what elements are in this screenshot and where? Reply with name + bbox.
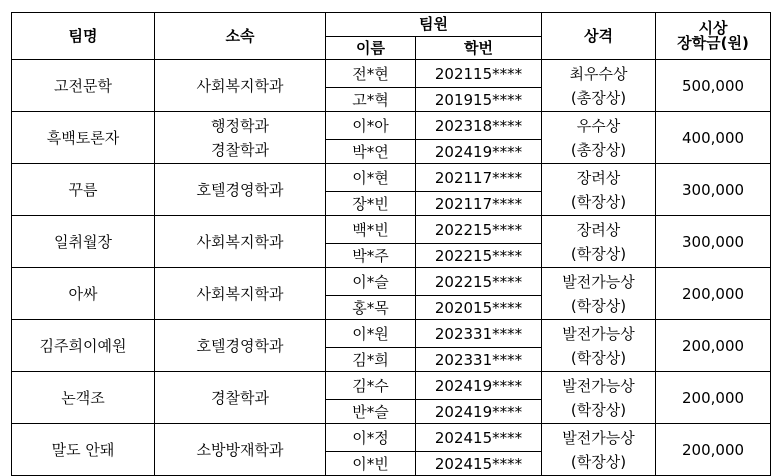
student-id-cell: 201915**** [416, 88, 542, 112]
student-id-cell: 202115**** [416, 60, 542, 88]
affiliation-line: 사회복지학과 [196, 233, 284, 251]
affiliation-line: 경찰학과 [211, 140, 269, 159]
award-line: 발전가능상 [562, 376, 635, 395]
affiliation-cell [155, 320, 326, 372]
team-name-cell: 일취월장 [12, 216, 155, 268]
award-line: 장려상 [576, 168, 621, 187]
header-row-1 [12, 13, 771, 37]
student-id-cell: 202415**** [416, 424, 542, 452]
award-line: (총장상) [570, 140, 627, 159]
team-name-cell: 논객조 [12, 372, 155, 424]
team-name-cell: 흑백토론자 [12, 112, 155, 164]
team-row [12, 164, 771, 192]
prize-header-line1: 시상 [698, 19, 728, 37]
team-name-cell: 꾸름 [12, 164, 155, 216]
member-name-cell: 박*연 [326, 140, 416, 164]
prize-cell: 200,000 [656, 424, 771, 476]
member-name-cell: 이*정 [326, 424, 416, 452]
team-name-cell: 말도 안돼 [12, 424, 155, 476]
affiliation-line: 사회복지학과 [196, 77, 284, 95]
team-name-cell: 고전문학 [12, 60, 155, 112]
student-id-cell: 202117**** [416, 192, 542, 216]
team-row [12, 216, 771, 244]
affiliation-cell [155, 424, 326, 476]
member-name-cell: 김*희 [326, 348, 416, 372]
award-line: 발전가능상 [562, 272, 635, 291]
member-name-cell: 이*슬 [326, 268, 416, 296]
team-row [12, 112, 771, 140]
award-cell [542, 268, 656, 320]
prize-cell: 200,000 [656, 372, 771, 424]
affiliation-line: 경찰학과 [211, 389, 269, 407]
team-name-cell: 김주희이예원 [12, 320, 155, 372]
team-name-cell: 아싸 [12, 268, 155, 320]
affiliation-cell [155, 268, 326, 320]
student-id-cell: 202419**** [416, 140, 542, 164]
award-header: 상격 [542, 13, 656, 60]
award-cell [542, 216, 656, 268]
member-name-cell: 백*빈 [326, 216, 416, 244]
team-row [12, 60, 771, 88]
member-name-cell: 김*수 [326, 372, 416, 400]
award-line: 최우수상 [569, 64, 628, 83]
award-cell [542, 372, 656, 424]
award-line: (학장상) [570, 400, 627, 419]
member-name-cell: 이*현 [326, 164, 416, 192]
team-row [12, 372, 771, 400]
student-id-cell: 202215**** [416, 268, 542, 296]
member-name-cell: 박*주 [326, 244, 416, 268]
award-line: 장려상 [576, 220, 621, 239]
name-header: 이름 [326, 37, 416, 60]
affiliation-cell [155, 60, 326, 112]
members-header: 팀원 [326, 13, 542, 37]
student-id-cell: 202215**** [416, 216, 542, 244]
award-line: (학장상) [570, 296, 627, 315]
prize-cell: 300,000 [656, 164, 771, 216]
member-name-cell: 이*아 [326, 112, 416, 140]
affiliation-cell [155, 372, 326, 424]
award-line: 발전가능상 [562, 324, 635, 343]
team-row [12, 320, 771, 348]
table-body [12, 60, 771, 476]
affiliation-cell [155, 112, 326, 164]
member-name-cell: 반*슬 [326, 400, 416, 424]
student-id-cell: 202015**** [416, 296, 542, 320]
prize-cell: 400,000 [656, 112, 771, 164]
prize-header [656, 13, 771, 60]
student-id-cell: 202117**** [416, 164, 542, 192]
award-line: (총장상) [570, 88, 627, 107]
prize-header-line2: 장학금(원) [677, 34, 749, 52]
team-row [12, 268, 771, 296]
award-line: (학장상) [570, 348, 627, 367]
team-header: 팀명 [12, 13, 155, 60]
member-name-cell: 장*빈 [326, 192, 416, 216]
student-id-cell: 202331**** [416, 320, 542, 348]
award-line: 우수상 [576, 116, 621, 135]
prize-cell: 200,000 [656, 268, 771, 320]
affiliation-line: 호텔경영학과 [196, 181, 284, 199]
award-cell [542, 164, 656, 216]
student-id-cell: 202419**** [416, 372, 542, 400]
affiliation-cell [155, 164, 326, 216]
member-name-cell: 고*혁 [326, 88, 416, 112]
award-cell [542, 112, 656, 164]
member-name-cell: 전*현 [326, 60, 416, 88]
student-id-cell: 202318**** [416, 112, 542, 140]
prize-cell: 200,000 [656, 320, 771, 372]
student-id-cell: 202419**** [416, 400, 542, 424]
award-cell [542, 424, 656, 476]
member-name-cell: 이*빈 [326, 452, 416, 476]
affiliation-line: 소방방재학과 [196, 441, 284, 459]
affiliation-line: 사회복지학과 [196, 285, 284, 303]
award-cell [542, 60, 656, 112]
member-name-cell: 이*원 [326, 320, 416, 348]
affiliation-line: 호텔경영학과 [196, 337, 284, 355]
prize-cell: 500,000 [656, 60, 771, 112]
award-line: (학장상) [570, 192, 627, 211]
affiliation-header: 소속 [155, 13, 326, 60]
prize-cell: 300,000 [656, 216, 771, 268]
results-table [11, 12, 771, 476]
student-id-cell: 202215**** [416, 244, 542, 268]
student-id-cell: 202415**** [416, 452, 542, 476]
award-line: (학장상) [570, 452, 627, 471]
student-id-header: 학번 [416, 37, 542, 60]
student-id-cell: 202331**** [416, 348, 542, 372]
member-name-cell: 홍*목 [326, 296, 416, 320]
team-row [12, 424, 771, 452]
award-line: 발전가능상 [562, 428, 635, 447]
award-cell [542, 320, 656, 372]
affiliation-line: 행정학과 [211, 116, 269, 135]
award-line: (학장상) [570, 244, 627, 263]
affiliation-cell [155, 216, 326, 268]
